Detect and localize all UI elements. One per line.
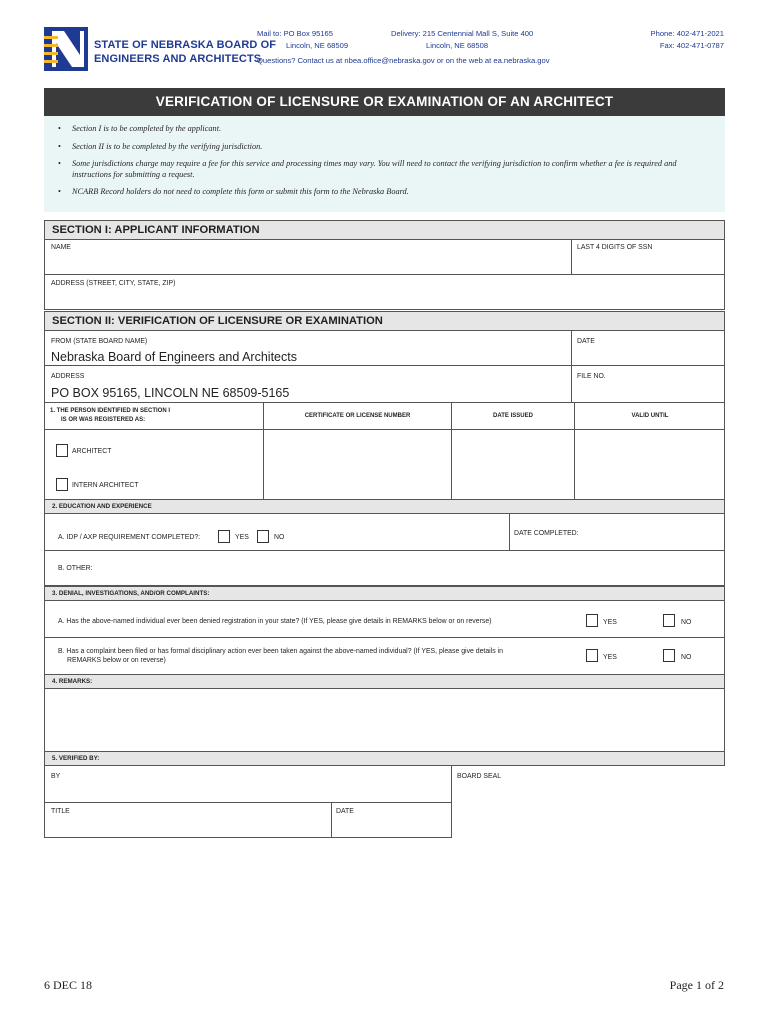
section2-heading: SECTION II: VERIFICATION OF LICENSURE OR EXAMINATION — [44, 311, 725, 331]
delivery-line2: Lincoln, NE 68508 — [426, 41, 489, 50]
by-field[interactable] — [44, 765, 452, 803]
q3a-yes-label: YES — [603, 619, 617, 626]
by-label: BY — [51, 773, 61, 780]
name-label: NAME — [51, 244, 71, 251]
date-field[interactable] — [571, 330, 725, 366]
q3a-no-checkbox[interactable] — [663, 614, 675, 627]
q3b-label-line2: REMARKS below or on reverse) — [67, 657, 166, 664]
q2b-field[interactable] — [44, 550, 725, 586]
architect-checkbox[interactable] — [56, 444, 68, 457]
date-label: DATE — [577, 338, 595, 345]
intern-architect-checkbox[interactable] — [56, 478, 68, 491]
org-name-line2: ENGINEERS AND ARCHITECTS — [94, 53, 262, 65]
q2-heading: 2. EDUCATION AND EXPERIENCE — [44, 499, 725, 514]
architect-label: ARCHITECT — [72, 448, 112, 455]
instruction-item: • NCARB Record holders do not need to complete this form or submit this form to the Nebraska Board. — [58, 187, 725, 198]
mail-line1: Mail to: PO Box 95165 — [257, 29, 333, 38]
org-name-line1: STATE OF NEBRASKA BOARD OF — [94, 39, 277, 51]
q1-label — [50, 407, 170, 425]
section1-heading: SECTION I: APPLICANT INFORMATION — [44, 220, 725, 240]
q2a-yes-label: YES — [235, 534, 249, 541]
verifier-address-label: ADDRESS — [51, 373, 85, 380]
verified-date-label: DATE — [336, 808, 354, 815]
instruction-item: • Section II is to be completed by the verifying jurisdiction. — [58, 142, 725, 153]
q1-label-line1: 1. THE PERSON IDENTIFIED IN SECTION I — [50, 408, 171, 414]
name-field[interactable] — [44, 239, 572, 275]
title-label: TITLE — [51, 808, 70, 815]
q3b-no-label: NO — [681, 654, 692, 661]
page-number: Page 1 of 2 — [669, 978, 724, 992]
date-completed-label: DATE COMPLETED: — [514, 530, 579, 537]
q3a-no-label: NO — [681, 619, 692, 626]
intern-architect-label: INTERN ARCHITECT — [72, 482, 139, 489]
title-field[interactable] — [44, 802, 332, 838]
q2a-no-label: NO — [274, 534, 285, 541]
q2a-yes-checkbox[interactable] — [218, 530, 230, 543]
q3a-label: A. Has the above-named individual ever been denied registration in your state? (If YES, please give details in REMARKS below or on reverse) — [58, 618, 492, 625]
fax-number: Fax: 402-471-0787 — [659, 41, 724, 50]
board-seal-label: BOARD SEAL — [457, 773, 502, 780]
q3b-yes-checkbox[interactable] — [586, 649, 598, 662]
file-no-label: FILE NO. — [577, 373, 606, 380]
instructions-list — [44, 116, 725, 212]
q4-heading: 4. REMARKS: — [44, 674, 725, 689]
applicant-address-label: ADDRESS (STREET, CITY, STATE, ZIP) — [51, 280, 176, 287]
verifier-address-value: PO BOX 95165, LINCOLN NE 68509-5165 — [51, 386, 290, 400]
q3b-label-line1: B. Has a complaint been filed or has formal disciplinary action ever been taken against the above-named individual? (If YES, please give details in — [58, 648, 503, 655]
q2b-label: B. OTHER: — [58, 565, 93, 572]
valid-until-header: VALID UNTIL — [631, 413, 669, 419]
nebraska-board-logo — [44, 27, 88, 71]
q3a-yes-checkbox[interactable] — [586, 614, 598, 627]
phone-fax — [651, 28, 724, 52]
from-label: FROM (STATE BOARD NAME) — [51, 338, 148, 345]
q2a-no-checkbox[interactable] — [257, 530, 269, 543]
q3b-label — [58, 647, 503, 665]
mail-address — [257, 28, 348, 52]
revision-date: 6 DEC 18 — [44, 978, 92, 992]
ssn-label: LAST 4 DIGITS OF SSN — [577, 244, 653, 251]
instruction-item: • Some jurisdictions charge may require a fee for this service and processing times may vary. You will need to contact the verifying jurisdiction to confirm whether a fee is required and instructions for submitting a request. — [58, 159, 725, 180]
instruction-item: • Section I is to be completed by the applicant. — [58, 124, 725, 135]
contact-line: Questions? Contact us at nbea.office@nebraska.gov or on the web at ea.nebraska.gov — [257, 56, 550, 65]
remarks-field[interactable] — [44, 688, 725, 752]
form-title: VERIFICATION OF LICENSURE OR EXAMINATION OF AN ARCHITECT — [44, 88, 725, 116]
q2a-label: A. IDP / AXP REQUIREMENT COMPLETED?: — [58, 534, 201, 541]
phone-number: Phone: 402-471-2021 — [650, 29, 724, 38]
q3-heading: 3. DENIAL, INVESTIGATIONS, AND/OR COMPLAINTS: — [44, 586, 725, 601]
q5-heading: 5. VERIFIED BY: — [44, 751, 725, 766]
org-name — [94, 38, 276, 66]
delivery-address — [391, 28, 533, 52]
delivery-line1: Delivery: 215 Centennial Mall S, Suite 400 — [391, 29, 534, 38]
from-value: Nebraska Board of Engineers and Architects — [51, 350, 297, 364]
file-no-field[interactable] — [571, 365, 725, 403]
date-issued-header: DATE ISSUED — [493, 413, 533, 419]
mail-line2: Lincoln, NE 68509 — [286, 41, 349, 50]
q3b-no-checkbox[interactable] — [663, 649, 675, 662]
q3b-yes-label: YES — [603, 654, 617, 661]
q1-label-line2: IS OR WAS REGISTERED AS: — [61, 417, 146, 423]
cert-number-header: CERTIFICATE OR LICENSE NUMBER — [304, 413, 411, 419]
